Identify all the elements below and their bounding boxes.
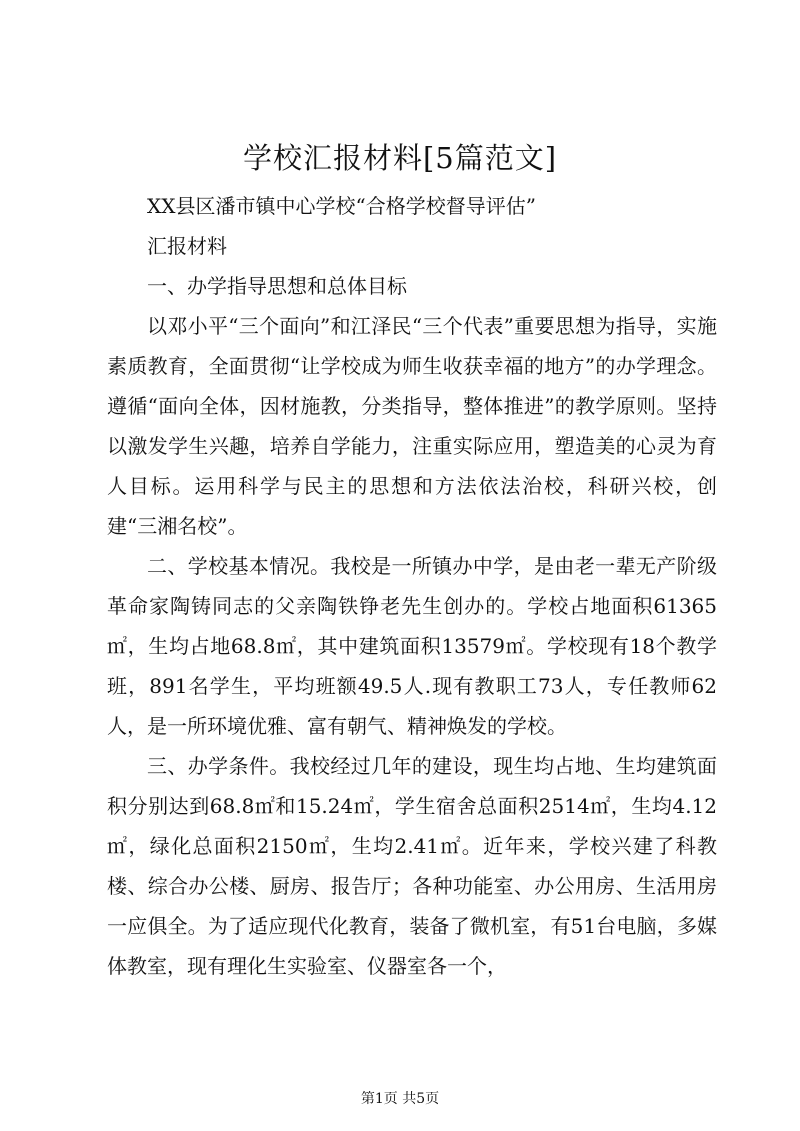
page-number-footer: 第1页 共5页 (360, 1091, 440, 1107)
paragraph-guiding-ideology: 以邓小平“三个面向”和江泽民“三个代表”重要思想为指导，实施素质教育，全面贯彻“让学校成为师生收获幸福的地方”的办学理念。遵循“面向全体，因材施教，分类指导，整体推进”的教学原则。坚持以激发学生兴趣，培养自学能力，注重实际应用，塑造美的心灵为育人目标。运用科学与民主的思想和方法依法治校，科研兴校，创建“三湘名校”。 (107, 314, 717, 538)
paragraph-school-conditions: 三、办学条件。我校经过几年的建设，现生均占地、生均建筑面积分别达到68.8㎡和15.24㎡，学生宿舍总面积2514㎡，生均4.12㎡，绿化总面积2150㎡，生均2.41㎡。近年来，学校兴建了科教楼、综合办公楼、厨房、报告厅；各种功能室、办公用房、生活用房一应俱全。为了适应现代化教育，装备了微机室，有51台电脑，多媒体教室，现有理化生实验室、仪器室各一个， (107, 754, 717, 978)
paragraph-basic-situation: 二、学校基本情况。我校是一所镇办中学，是由老一辈无产阶级革命家陶铸同志的父亲陶铁铮老先生创办的。学校占地面积61365㎡，生均占地68.8㎡，其中建筑面积13579㎡。学校现有18个教学班，891名学生，平均班额49.5人.现有教职工73人，专任教师62人，是一所环境优雅、富有朝气、精神焕发的学校。 (107, 554, 717, 738)
paragraph-section-heading-1: 一、办学指导思想和总体目标 (147, 274, 407, 298)
paragraph-report-label: 汇报材料 (147, 234, 227, 258)
paragraph-school-name: XX县区潘市镇中心学校“合格学校督导评估” (147, 194, 536, 218)
document-title: 学校汇报材料[5篇范文] (242, 141, 558, 175)
document-body (107, 186, 717, 986)
